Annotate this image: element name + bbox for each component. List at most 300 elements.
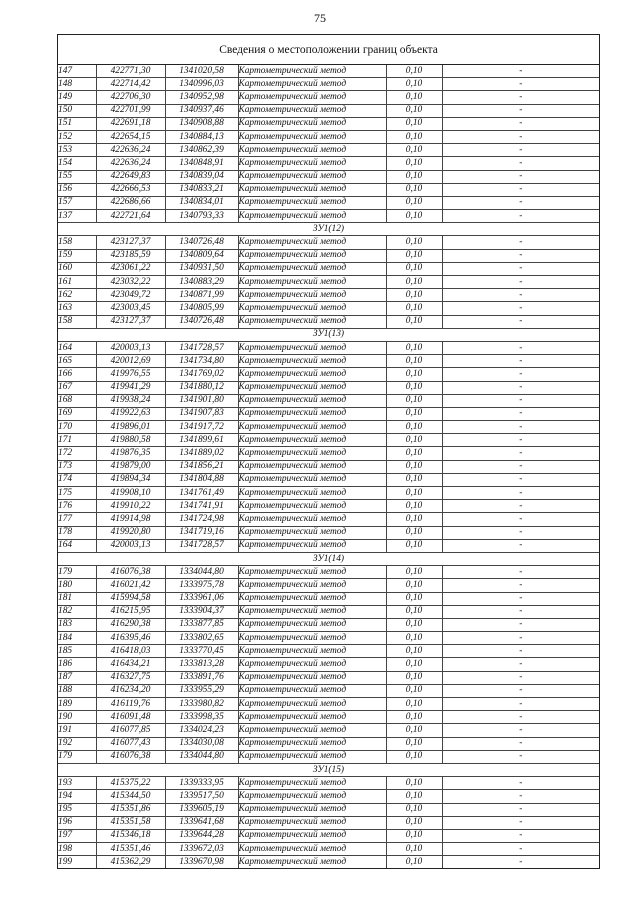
method-cell: Картометрический метод xyxy=(238,539,386,552)
x-coordinate-cell: 419894,34 xyxy=(96,473,165,486)
y-coordinate-cell: 1341020,58 xyxy=(165,65,238,78)
y-coordinate-cell: 1333813,28 xyxy=(165,658,238,671)
accuracy-cell: 0,10 xyxy=(386,421,442,434)
y-coordinate-cell: 1340931,50 xyxy=(165,262,238,275)
y-coordinate-cell: 1339517,50 xyxy=(165,790,238,803)
point-number-cell: 191 xyxy=(58,724,96,737)
x-coordinate-cell: 415994,58 xyxy=(96,592,165,605)
note-cell: - xyxy=(442,104,599,117)
x-coordinate-cell: 420003,13 xyxy=(96,539,165,552)
accuracy-cell: 0,10 xyxy=(386,183,442,196)
note-cell: - xyxy=(442,750,599,763)
method-cell: Картометрический метод xyxy=(238,473,386,486)
y-coordinate-cell: 1333975,78 xyxy=(165,579,238,592)
table-row xyxy=(58,487,599,500)
point-number-cell: 158 xyxy=(58,236,96,249)
note-cell: - xyxy=(442,183,599,196)
accuracy-cell: 0,10 xyxy=(386,394,442,407)
x-coordinate-cell: 416076,38 xyxy=(96,566,165,579)
table-row xyxy=(58,513,599,526)
table-row xyxy=(58,434,599,447)
point-number-cell: 157 xyxy=(58,196,96,209)
accuracy-cell: 0,10 xyxy=(386,737,442,750)
point-number-cell: 163 xyxy=(58,302,96,315)
x-coordinate-cell: 419879,00 xyxy=(96,460,165,473)
point-number-cell: 158 xyxy=(58,315,96,328)
method-cell: Картометрический метод xyxy=(238,526,386,539)
note-cell: - xyxy=(442,816,599,829)
note-cell: - xyxy=(442,157,599,170)
accuracy-cell: 0,10 xyxy=(386,381,442,394)
point-number-cell: 186 xyxy=(58,658,96,671)
y-coordinate-cell: 1340839,04 xyxy=(165,170,238,183)
x-coordinate-cell: 416434,21 xyxy=(96,658,165,671)
table-row xyxy=(58,236,599,249)
note-cell: - xyxy=(442,407,599,420)
note-cell: - xyxy=(442,315,599,328)
point-number-cell: 152 xyxy=(58,130,96,143)
table-row xyxy=(58,157,599,170)
table-row xyxy=(58,276,599,289)
x-coordinate-cell: 416091,48 xyxy=(96,711,165,724)
point-number-cell: 187 xyxy=(58,671,96,684)
accuracy-cell: 0,10 xyxy=(386,777,442,790)
x-coordinate-cell: 422636,24 xyxy=(96,144,165,157)
accuracy-cell: 0,10 xyxy=(386,130,442,143)
table-row xyxy=(58,130,599,143)
table-row xyxy=(58,579,599,592)
accuracy-cell: 0,10 xyxy=(386,91,442,104)
point-number-cell: 170 xyxy=(58,421,96,434)
accuracy-cell: 0,10 xyxy=(386,249,442,262)
y-coordinate-cell: 1340862,39 xyxy=(165,144,238,157)
note-cell: - xyxy=(442,236,599,249)
x-coordinate-cell: 422714,42 xyxy=(96,78,165,91)
x-coordinate-cell: 422686,66 xyxy=(96,196,165,209)
table-row xyxy=(58,684,599,697)
table-row xyxy=(58,144,599,157)
coordinates-body xyxy=(58,65,599,868)
y-coordinate-cell: 1340726,48 xyxy=(165,315,238,328)
accuracy-cell: 0,10 xyxy=(386,816,442,829)
x-coordinate-cell: 415362,29 xyxy=(96,856,165,869)
point-number-cell: 166 xyxy=(58,368,96,381)
point-number-cell: 155 xyxy=(58,170,96,183)
note-cell: - xyxy=(442,618,599,631)
method-cell: Картометрический метод xyxy=(238,803,386,816)
table-row xyxy=(58,592,599,605)
point-number-cell: 183 xyxy=(58,618,96,631)
table-row xyxy=(58,394,599,407)
x-coordinate-cell: 416021,42 xyxy=(96,579,165,592)
method-cell: Картометрический метод xyxy=(238,276,386,289)
y-coordinate-cell: 1339333,95 xyxy=(165,777,238,790)
x-coordinate-cell: 422721,64 xyxy=(96,210,165,223)
note-cell: - xyxy=(442,117,599,130)
accuracy-cell: 0,10 xyxy=(386,829,442,842)
note-cell: - xyxy=(442,698,599,711)
point-number-cell: 197 xyxy=(58,829,96,842)
note-cell: - xyxy=(442,447,599,460)
point-number-cell: 192 xyxy=(58,737,96,750)
table-row xyxy=(58,341,599,354)
x-coordinate-cell: 419938,24 xyxy=(96,394,165,407)
note-cell: - xyxy=(442,566,599,579)
accuracy-cell: 0,10 xyxy=(386,144,442,157)
note-cell: - xyxy=(442,473,599,486)
x-coordinate-cell: 416290,38 xyxy=(96,618,165,631)
note-cell: - xyxy=(442,539,599,552)
table-row xyxy=(58,790,599,803)
table-row xyxy=(58,117,599,130)
table-row xyxy=(58,78,599,91)
accuracy-cell: 0,10 xyxy=(386,276,442,289)
point-number-cell: 165 xyxy=(58,355,96,368)
method-cell: Картометрический метод xyxy=(238,368,386,381)
y-coordinate-cell: 1341719,16 xyxy=(165,526,238,539)
x-coordinate-cell: 422701,99 xyxy=(96,104,165,117)
point-number-cell: 164 xyxy=(58,539,96,552)
y-coordinate-cell: 1333891,76 xyxy=(165,671,238,684)
accuracy-cell: 0,10 xyxy=(386,341,442,354)
note-cell: - xyxy=(442,632,599,645)
x-coordinate-cell: 415351,86 xyxy=(96,803,165,816)
note-cell: - xyxy=(442,130,599,143)
x-coordinate-cell: 420012,69 xyxy=(96,355,165,368)
method-cell: Картометрический метод xyxy=(238,579,386,592)
note-cell: - xyxy=(442,302,599,315)
section-heading-row xyxy=(58,763,599,776)
y-coordinate-cell: 1341889,02 xyxy=(165,447,238,460)
y-coordinate-cell: 1333802,65 xyxy=(165,632,238,645)
x-coordinate-cell: 422771,30 xyxy=(96,65,165,78)
method-cell: Картометрический метод xyxy=(238,262,386,275)
section-heading: ЗУ1(14) xyxy=(58,552,599,565)
note-cell: - xyxy=(442,526,599,539)
table-row xyxy=(58,170,599,183)
y-coordinate-cell: 1341804,88 xyxy=(165,473,238,486)
point-number-cell: 198 xyxy=(58,843,96,856)
accuracy-cell: 0,10 xyxy=(386,236,442,249)
x-coordinate-cell: 419941,29 xyxy=(96,381,165,394)
note-cell: - xyxy=(442,460,599,473)
note-cell: - xyxy=(442,65,599,78)
table-row xyxy=(58,262,599,275)
method-cell: Картометрический метод xyxy=(238,487,386,500)
table-row xyxy=(58,500,599,513)
y-coordinate-cell: 1341907,83 xyxy=(165,407,238,420)
table-row xyxy=(58,777,599,790)
point-number-cell: 149 xyxy=(58,91,96,104)
table-row xyxy=(58,698,599,711)
y-coordinate-cell: 1341899,61 xyxy=(165,434,238,447)
y-coordinate-cell: 1341901,80 xyxy=(165,394,238,407)
method-cell: Картометрический метод xyxy=(238,210,386,223)
accuracy-cell: 0,10 xyxy=(386,104,442,117)
method-cell: Картометрический метод xyxy=(238,144,386,157)
accuracy-cell: 0,10 xyxy=(386,790,442,803)
x-coordinate-cell: 415344,50 xyxy=(96,790,165,803)
x-coordinate-cell: 416215,95 xyxy=(96,605,165,618)
section-heading: ЗУ1(15) xyxy=(58,763,599,776)
y-coordinate-cell: 1341728,57 xyxy=(165,341,238,354)
point-number-cell: 193 xyxy=(58,777,96,790)
y-coordinate-cell: 1340848,91 xyxy=(165,157,238,170)
note-cell: - xyxy=(442,711,599,724)
y-coordinate-cell: 1340937,46 xyxy=(165,104,238,117)
note-cell: - xyxy=(442,671,599,684)
method-cell: Картометрический метод xyxy=(238,447,386,460)
note-cell: - xyxy=(442,355,599,368)
method-cell: Картометрический метод xyxy=(238,130,386,143)
y-coordinate-cell: 1333998,35 xyxy=(165,711,238,724)
point-number-cell: 188 xyxy=(58,684,96,697)
note-cell: - xyxy=(442,394,599,407)
page-number: 75 xyxy=(314,11,326,25)
accuracy-cell: 0,10 xyxy=(386,262,442,275)
point-number-cell: 199 xyxy=(58,856,96,869)
method-cell: Картометрический метод xyxy=(238,724,386,737)
note-cell: - xyxy=(442,210,599,223)
accuracy-cell: 0,10 xyxy=(386,210,442,223)
point-number-cell: 179 xyxy=(58,750,96,763)
y-coordinate-cell: 1341761,49 xyxy=(165,487,238,500)
note-cell: - xyxy=(442,658,599,671)
table-row xyxy=(58,803,599,816)
accuracy-cell: 0,10 xyxy=(386,724,442,737)
note-cell: - xyxy=(442,500,599,513)
method-cell: Картометрический метод xyxy=(238,434,386,447)
x-coordinate-cell: 423185,59 xyxy=(96,249,165,262)
note-cell: - xyxy=(442,368,599,381)
section-heading-row xyxy=(58,328,599,341)
boundary-table xyxy=(57,34,600,869)
table-row xyxy=(58,618,599,631)
x-coordinate-cell: 419910,22 xyxy=(96,500,165,513)
note-cell: - xyxy=(442,262,599,275)
x-coordinate-cell: 423127,37 xyxy=(96,315,165,328)
x-coordinate-cell: 419896,01 xyxy=(96,421,165,434)
table-row xyxy=(58,658,599,671)
table-row xyxy=(58,566,599,579)
y-coordinate-cell: 1341724,98 xyxy=(165,513,238,526)
accuracy-cell: 0,10 xyxy=(386,658,442,671)
x-coordinate-cell: 416234,20 xyxy=(96,684,165,697)
y-coordinate-cell: 1341734,80 xyxy=(165,355,238,368)
y-coordinate-cell: 1340833,21 xyxy=(165,183,238,196)
method-cell: Картометрический метод xyxy=(238,78,386,91)
accuracy-cell: 0,10 xyxy=(386,698,442,711)
accuracy-cell: 0,10 xyxy=(386,157,442,170)
table-row xyxy=(58,302,599,315)
section-heading: ЗУ1(13) xyxy=(58,328,599,341)
point-number-cell: 195 xyxy=(58,803,96,816)
y-coordinate-cell: 1333955,29 xyxy=(165,684,238,697)
accuracy-cell: 0,10 xyxy=(386,605,442,618)
x-coordinate-cell: 423003,45 xyxy=(96,302,165,315)
y-coordinate-cell: 1340834,01 xyxy=(165,196,238,209)
table-row xyxy=(58,645,599,658)
accuracy-cell: 0,10 xyxy=(386,592,442,605)
point-number-cell: 164 xyxy=(58,341,96,354)
note-cell: - xyxy=(442,381,599,394)
table-row xyxy=(58,183,599,196)
method-cell: Картометрический метод xyxy=(238,750,386,763)
point-number-cell: 174 xyxy=(58,473,96,486)
point-number-cell: 167 xyxy=(58,381,96,394)
method-cell: Картометрический метод xyxy=(238,632,386,645)
accuracy-cell: 0,10 xyxy=(386,566,442,579)
table-row xyxy=(58,289,599,302)
y-coordinate-cell: 1340871,99 xyxy=(165,289,238,302)
note-cell: - xyxy=(442,78,599,91)
note-cell: - xyxy=(442,777,599,790)
point-number-cell: 148 xyxy=(58,78,96,91)
method-cell: Картометрический метод xyxy=(238,618,386,631)
x-coordinate-cell: 419914,98 xyxy=(96,513,165,526)
accuracy-cell: 0,10 xyxy=(386,487,442,500)
note-cell: - xyxy=(442,289,599,302)
point-number-cell: 189 xyxy=(58,698,96,711)
method-cell: Картометрический метод xyxy=(238,117,386,130)
point-number-cell: 176 xyxy=(58,500,96,513)
x-coordinate-cell: 422654,15 xyxy=(96,130,165,143)
note-cell: - xyxy=(442,341,599,354)
point-number-cell: 196 xyxy=(58,816,96,829)
note-cell: - xyxy=(442,434,599,447)
table-row xyxy=(58,104,599,117)
accuracy-cell: 0,10 xyxy=(386,645,442,658)
table-row xyxy=(58,750,599,763)
x-coordinate-cell: 419922,63 xyxy=(96,407,165,420)
table-row xyxy=(58,526,599,539)
point-number-cell: 168 xyxy=(58,394,96,407)
method-cell: Картометрический метод xyxy=(238,500,386,513)
table-row xyxy=(58,460,599,473)
table-row xyxy=(58,829,599,842)
method-cell: Картометрический метод xyxy=(238,341,386,354)
method-cell: Картометрический метод xyxy=(238,236,386,249)
y-coordinate-cell: 1339641,68 xyxy=(165,816,238,829)
note-cell: - xyxy=(442,249,599,262)
method-cell: Картометрический метод xyxy=(238,684,386,697)
accuracy-cell: 0,10 xyxy=(386,447,442,460)
y-coordinate-cell: 1340883,29 xyxy=(165,276,238,289)
point-number-cell: 194 xyxy=(58,790,96,803)
point-number-cell: 162 xyxy=(58,289,96,302)
accuracy-cell: 0,10 xyxy=(386,473,442,486)
table-row xyxy=(58,381,599,394)
y-coordinate-cell: 1333904,37 xyxy=(165,605,238,618)
x-coordinate-cell: 415346,18 xyxy=(96,829,165,842)
accuracy-cell: 0,10 xyxy=(386,434,442,447)
method-cell: Картометрический метод xyxy=(238,65,386,78)
y-coordinate-cell: 1340996,03 xyxy=(165,78,238,91)
point-number-cell: 154 xyxy=(58,157,96,170)
accuracy-cell: 0,10 xyxy=(386,368,442,381)
method-cell: Картометрический метод xyxy=(238,592,386,605)
note-cell: - xyxy=(442,276,599,289)
x-coordinate-cell: 415375,22 xyxy=(96,777,165,790)
method-cell: Картометрический метод xyxy=(238,856,386,869)
method-cell: Картометрический метод xyxy=(238,737,386,750)
point-number-cell: 137 xyxy=(58,210,96,223)
accuracy-cell: 0,10 xyxy=(386,843,442,856)
accuracy-cell: 0,10 xyxy=(386,671,442,684)
point-number-cell: 175 xyxy=(58,487,96,500)
accuracy-cell: 0,10 xyxy=(386,117,442,130)
table-row xyxy=(58,816,599,829)
note-cell: - xyxy=(442,803,599,816)
point-number-cell: 177 xyxy=(58,513,96,526)
x-coordinate-cell: 416418,03 xyxy=(96,645,165,658)
accuracy-cell: 0,10 xyxy=(386,302,442,315)
note-cell: - xyxy=(442,843,599,856)
x-coordinate-cell: 422691,18 xyxy=(96,117,165,130)
note-cell: - xyxy=(442,737,599,750)
x-coordinate-cell: 422666,53 xyxy=(96,183,165,196)
x-coordinate-cell: 416327,75 xyxy=(96,671,165,684)
table-row xyxy=(58,355,599,368)
note-cell: - xyxy=(442,592,599,605)
x-coordinate-cell: 419880,58 xyxy=(96,434,165,447)
x-coordinate-cell: 423127,37 xyxy=(96,236,165,249)
note-cell: - xyxy=(442,790,599,803)
note-cell: - xyxy=(442,144,599,157)
point-number-cell: 181 xyxy=(58,592,96,605)
method-cell: Картометрический метод xyxy=(238,658,386,671)
point-number-cell: 185 xyxy=(58,645,96,658)
point-number-cell: 156 xyxy=(58,183,96,196)
y-coordinate-cell: 1333770,45 xyxy=(165,645,238,658)
x-coordinate-cell: 423049,72 xyxy=(96,289,165,302)
method-cell: Картометрический метод xyxy=(238,698,386,711)
x-coordinate-cell: 416395,46 xyxy=(96,632,165,645)
point-number-cell: 178 xyxy=(58,526,96,539)
x-coordinate-cell: 415351,58 xyxy=(96,816,165,829)
accuracy-cell: 0,10 xyxy=(386,579,442,592)
method-cell: Картометрический метод xyxy=(238,513,386,526)
table-row xyxy=(58,671,599,684)
method-cell: Картометрический метод xyxy=(238,302,386,315)
note-cell: - xyxy=(519,856,523,867)
point-number-cell: 184 xyxy=(58,632,96,645)
table-row xyxy=(58,407,599,420)
table-row xyxy=(58,91,599,104)
note-cell: - xyxy=(442,724,599,737)
method-cell: Картометрический метод xyxy=(238,460,386,473)
point-number-cell: 161 xyxy=(58,276,96,289)
table-row xyxy=(58,368,599,381)
y-coordinate-cell: 1341728,57 xyxy=(165,539,238,552)
method-cell: Картометрический метод xyxy=(238,421,386,434)
x-coordinate-cell: 415351,46 xyxy=(96,843,165,856)
table-row xyxy=(58,249,599,262)
x-coordinate-cell: 419976,55 xyxy=(96,368,165,381)
accuracy-cell: 0,10 xyxy=(386,355,442,368)
point-number-cell: 180 xyxy=(58,579,96,592)
x-coordinate-cell: 416119,76 xyxy=(96,698,165,711)
x-coordinate-cell: 416077,43 xyxy=(96,737,165,750)
y-coordinate-cell: 1333877,85 xyxy=(165,618,238,631)
point-number-cell: 173 xyxy=(58,460,96,473)
accuracy-cell: 0,10 xyxy=(386,526,442,539)
method-cell: Картометрический метод xyxy=(238,407,386,420)
note-cell: - xyxy=(442,645,599,658)
y-coordinate-cell: 1340793,33 xyxy=(165,210,238,223)
accuracy-cell: 0,10 xyxy=(386,460,442,473)
note-cell: - xyxy=(442,684,599,697)
